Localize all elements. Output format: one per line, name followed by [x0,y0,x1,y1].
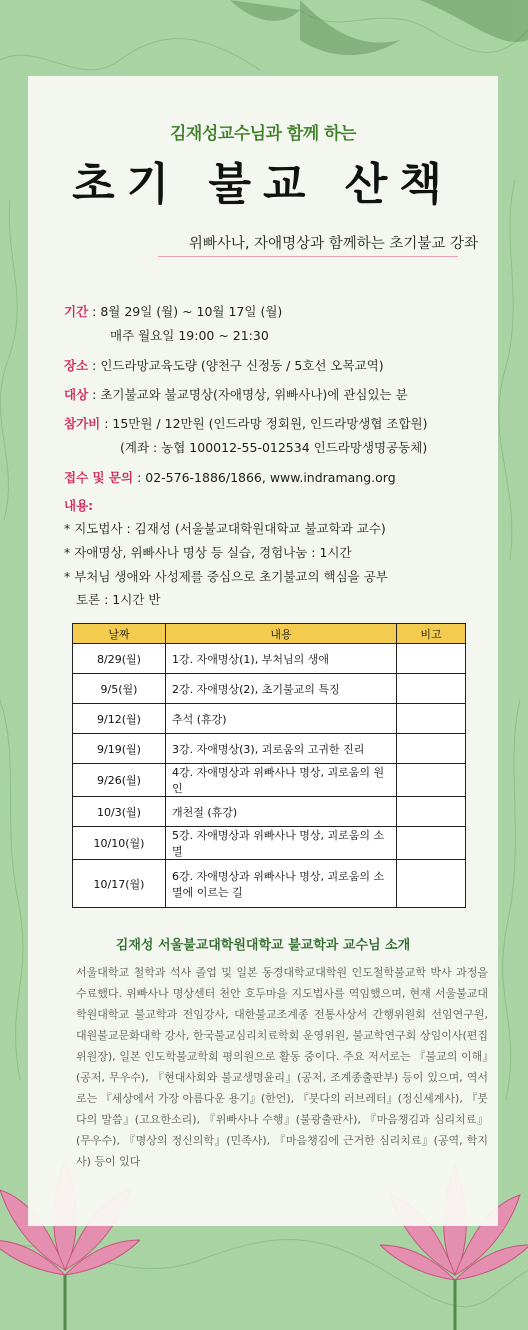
content-item: 토론 : 1시간 반 [76,592,161,607]
place-value: : 인드라망교육도량 (양천구 신정동 / 5호선 오목교역) [92,358,384,373]
row-note [397,764,466,797]
row-date: 8/29(월) [73,644,166,674]
fee-value: : 15만원 / 12만원 (인드라망 정회원, 인드라망생협 조합원) [104,416,428,431]
content-item: * 지도법사 : 김재성 (서울불교대학원대학교 불교학과 교수) [64,521,386,536]
content-item: * 자애명상, 위빠사나 명상 등 실습, 경험나눔 : 1시간 [64,545,352,560]
row-content: 개천절 (휴강) [166,797,397,827]
lecture-title: 위빠사나, 자애명상과 함께하는 초기불교 강좌 [188,236,478,252]
row-content: 2강. 자애명상(2), 초기불교의 특징 [166,674,397,704]
info-period [64,302,282,320]
content-label: 내용: [64,498,94,513]
contact-label: 접수 및 문의 [64,470,134,485]
schedule-table [72,623,466,908]
row-date: 9/26(월) [73,764,166,797]
period-time: 매주 월요일 19:00 ~ 21:30 [110,328,269,343]
header-subtitle: 김재성교수님과 함께 하는 [170,124,356,144]
row-date: 10/17(월) [73,860,166,908]
row-note [397,797,466,827]
row-date: 9/19(월) [73,734,166,764]
target-label: 대상 [64,387,89,402]
table-row [73,644,466,674]
fee-account: (계좌 : 농협 100012-55-012534 인드라망생명공동체) [120,440,428,455]
table-row [73,827,466,860]
table-header-row [73,624,466,644]
info-contact [64,468,396,486]
contact-value: : 02-576-1886/1866, www.indramang.org [137,470,396,485]
fee-label: 참가비 [64,416,101,431]
row-note [397,827,466,860]
info-place [64,356,384,374]
period-label: 기간 [64,304,89,319]
period-value: : 8월 29일 (월) ~ 10월 17일 (월) [92,304,283,319]
table-row [73,704,466,734]
row-content: 6강. 자애명상과 위빠사나 명상, 괴로움의 소멸에 이르는 길 [166,860,397,908]
info-fee [64,414,428,432]
table-row [73,860,466,908]
header-content: 내용 [166,624,397,644]
row-date: 10/10(월) [73,827,166,860]
row-content: 추석 (휴강) [166,704,397,734]
row-date: 9/5(월) [73,674,166,704]
place-label: 장소 [64,358,89,373]
row-content: 5강. 자애명상과 위빠사나 명상, 괴로움의 소멸 [166,827,397,860]
row-content: 1강. 자애명상(1), 부처님의 생애 [166,644,397,674]
table-row [73,674,466,704]
table-row [73,764,466,797]
row-note [397,860,466,908]
row-content: 4강. 자애명상과 위빠사나 명상, 괴로움의 원인 [166,764,397,797]
content-panel [28,76,498,1226]
page-title: 초기 불교 산책 [72,159,454,210]
bio-title: 김재성 서울불교대학원대학교 불교학과 교수님 소개 [115,938,411,953]
divider [158,256,458,257]
row-note [397,644,466,674]
header-date: 날짜 [73,624,166,644]
row-date: 10/3(월) [73,797,166,827]
header-note: 비고 [397,624,466,644]
row-note [397,704,466,734]
row-note [397,734,466,764]
table-row [73,734,466,764]
table-row [73,797,466,827]
row-date: 9/12(월) [73,704,166,734]
row-note [397,674,466,704]
content-item: * 부처님 생애와 사성제를 중심으로 초기불교의 핵심을 공부 [64,569,388,584]
info-target [64,385,408,403]
row-content: 3강. 자애명상(3), 괴로움의 고귀한 진리 [166,734,397,764]
bio-text: 서울대학교 철학과 석사 졸업 및 일본 동경대학교대학원 인도철학불교학 박사 과정을 수료했다. 위빠사나 명상센터 천안 호두마을 지도법사를 역임했으며, 현재 서울불교대학원대학교 불교학과 전임강사, 대한불교조계종 전통사상서 간행위원회 선임연구원, 대원불교문화대학 강사, 한국불교심리치료학회 운영위원, 불교학연구회 상임이사(편집위원장), 일본 인도학불교학회 평의원으로 활동 중이다. 주요 저서로는 『불교의 이해』(공저, 무우수), 『현대사회와 불교생명윤리』(공저, 조계종출판부) 등이 있으며, 역서로는 『세상에서 가장 아름다운 용기』(한언), 『붓다의 러브레터』(정신세계사), 『붓다의 말씀』(고요한소리), 『위빠사나 수행』(불광출판사), 『마음챙김과 심리치료』(무우수), 『명상의 정신의학』(민족사), 『마음챙김에 근거한 심리치료』(공역, 학지사) 등이 있다 [76,966,488,1168]
target-value: : 초기불교와 불교명상(자애명상, 위빠사나)에 관심있는 분 [92,387,408,402]
